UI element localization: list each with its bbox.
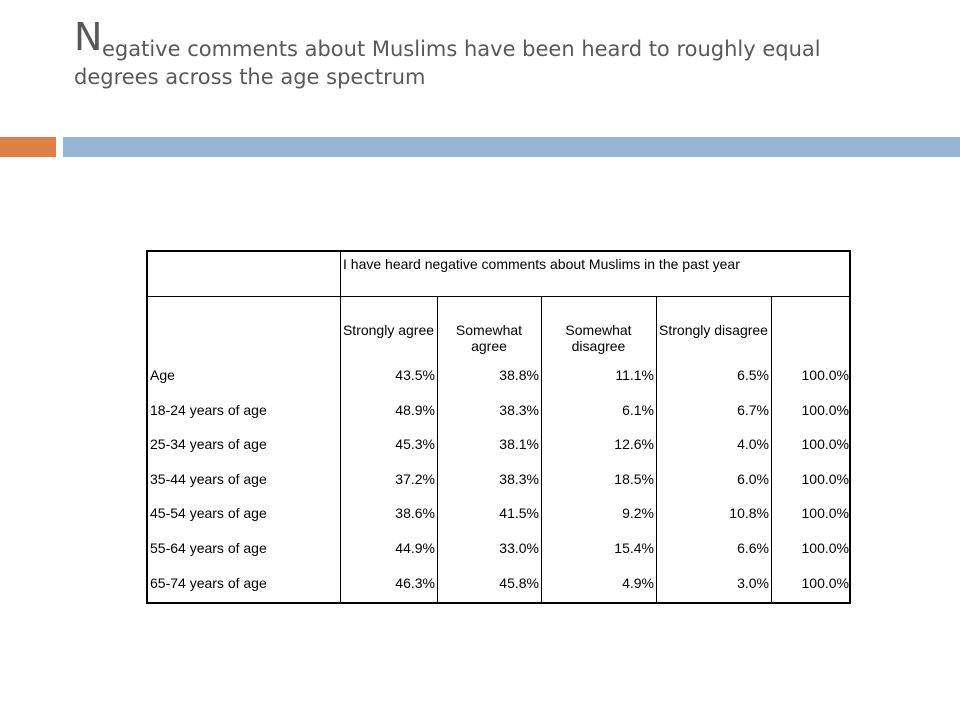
table-cell: 11.1% — [615, 367, 654, 383]
title-drop-cap: N — [74, 15, 103, 59]
table-column-header: Strongly agree — [342, 322, 435, 338]
table-column-header: Strongly disagree — [659, 322, 768, 338]
table-cell: 4.0% — [737, 436, 769, 453]
table-cell: 6.5% — [737, 367, 769, 383]
table-cell: 43.5% — [395, 367, 435, 383]
table-cell: 100.0% — [801, 505, 849, 522]
table-cell: 38.8% — [499, 367, 539, 383]
table-cell: 9.2% — [622, 505, 654, 522]
title-line-2: degrees across the age spectrum — [74, 65, 426, 89]
table-row-label: 18-24 years of age — [150, 401, 267, 418]
table-cell: 100.0% — [801, 470, 849, 487]
table-group-header: I have heard negative comments about Muslims in the past year — [343, 256, 740, 272]
table-cell: 33.0% — [499, 540, 539, 556]
table-cell: 41.5% — [499, 505, 539, 522]
accent-bar-blue — [63, 137, 960, 157]
title-line-1: egative comments about Muslims have been heard to roughly equal — [102, 37, 821, 61]
table-cell: 6.1% — [622, 401, 654, 418]
table-cell: 100.0% — [801, 436, 849, 453]
table-cell: 48.9% — [395, 401, 435, 418]
table-cell: 37.2% — [395, 470, 435, 487]
table-cell: 6.0% — [737, 470, 769, 487]
table-cell: 38.3% — [499, 401, 539, 418]
table-row-label: 25-34 years of age — [150, 436, 267, 453]
table-cell: 45.8% — [499, 574, 539, 591]
table-cell: 10.8% — [729, 505, 769, 522]
table-column-header: Somewhat disagree — [565, 322, 632, 354]
table-cell: 3.0% — [737, 574, 769, 591]
table-cell: 44.9% — [395, 540, 435, 556]
table-cell: 6.7% — [737, 401, 769, 418]
table-row-label: 35-44 years of age — [150, 470, 267, 487]
table-row-label: Age — [150, 367, 175, 383]
table-row-label: 55-64 years of age — [150, 540, 267, 556]
table-column-header: Somewhat agree — [455, 322, 523, 354]
table-cell: 4.9% — [622, 574, 654, 591]
table-row-label: 45-54 years of age — [150, 505, 267, 522]
table-cell: 100.0% — [801, 401, 849, 418]
slide-title — [74, 14, 934, 89]
table-cell: 46.3% — [395, 574, 435, 591]
table-header-divider — [146, 296, 851, 297]
table-cell: 100.0% — [801, 367, 849, 383]
table-cell: 18.5% — [614, 470, 654, 487]
table-cell: 38.3% — [499, 470, 539, 487]
table-cell: 6.6% — [737, 540, 769, 556]
table-cell: 38.1% — [499, 436, 539, 453]
table-cell: 12.6% — [614, 436, 654, 453]
table-cell: 45.3% — [395, 436, 435, 453]
table-cell: 100.0% — [801, 574, 849, 591]
accent-bar-orange — [0, 137, 56, 157]
table-row-label: 65-74 years of age — [150, 574, 267, 591]
table-cell: 15.4% — [614, 540, 654, 556]
table-cell: 100.0% — [801, 540, 849, 556]
table-cell: 38.6% — [395, 505, 435, 522]
